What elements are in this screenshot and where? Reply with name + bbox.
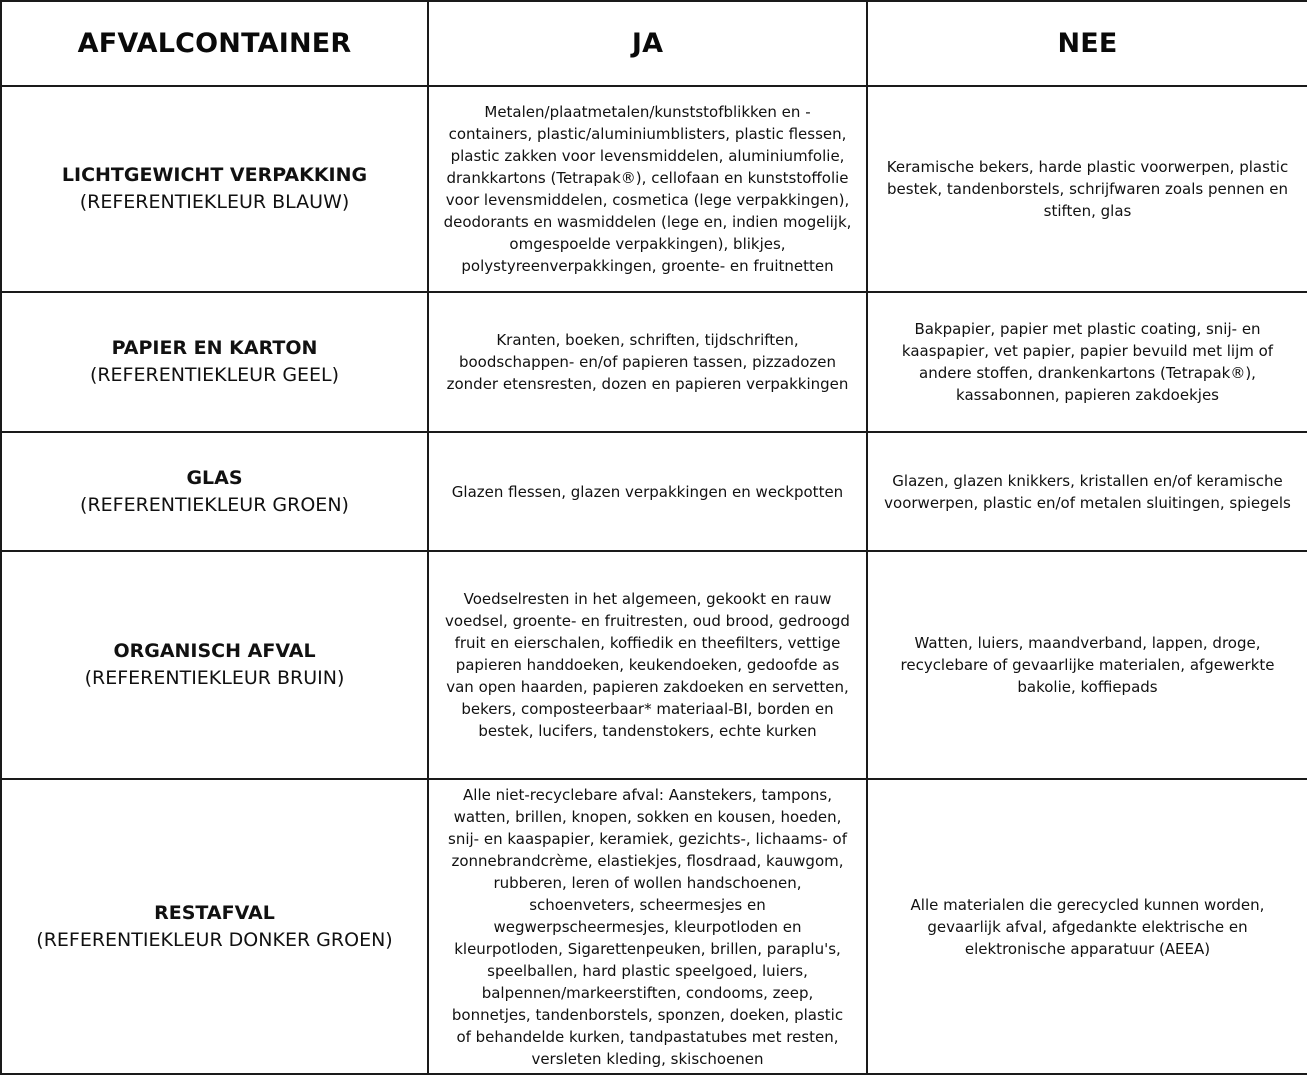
no-cell: Keramische bekers, harde plastic voorwerpen, plastic bestek, tandenborstels, schrijfwaren zoals pennen en stiften, glas [867, 86, 1307, 292]
category-cell [1, 779, 428, 1074]
no-cell: Watten, luiers, maandverband, lappen, droge, recyclebare of gevaarlijke materialen, afgewerkte bakolie, koffiepads [867, 551, 1307, 779]
category-reference-color: (REFERENTIEKLEUR BLAUW) [79, 191, 350, 213]
category-cell [1, 432, 428, 551]
header-no: NEE [867, 1, 1307, 86]
yes-cell: Alle niet-recyclebare afval: Aanstekers, tampons, watten, brillen, knopen, sokken en kousen, hoeden, snij- en kaaspapier, keramiek, gezichts-, lichaams- of zonnebrandcrème, elastiekjes, flosdraad, kauwgom, rubberen, leren of wollen handschoenen, schoenveters, scheermesjes en wegwerpscheermesjes, kleurpotloden en kleurpotloden, Sigarettenpeuken, brillen, paraplu's, speelballen, hard plastic speelgoed, luiers, balpennen/markeerstiften, condooms, zeep, bonnetjes, tandenborstels, sponzen, doeken, plastic of behandelde kurken, tandpastatubes met resten, versleten kleding, skischoenen [428, 779, 867, 1074]
table-header-row [1, 1, 1307, 86]
no-cell: Bakpapier, papier met plastic coating, snij- en kaaspapier, vet papier, papier bevuild met lijm of andere stoffen, drankenkartons (Tetrapak®), kassabonnen, papieren zakdoekjes [867, 292, 1307, 432]
header-yes: JA [428, 1, 867, 86]
no-cell: Alle materialen die gerecycled kunnen worden, gevaarlijk afval, afgedankte elektrische en elektronische apparatuur (AEEA) [867, 779, 1307, 1074]
yes-cell: Voedselresten in het algemeen, gekookt en rauw voedsel, groente- en fruitresten, oud brood, gedroogd fruit en eierschalen, koffiedik en theefilters, vettige papieren handdoeken, keukendoeken, gedoofde as van open haarden, papieren zakdoeken en servetten, bekers, composteerbaar* materiaal-BI, borden en bestek, lucifers, tandenstokers, echte kurken [428, 551, 867, 779]
yes-cell: Kranten, boeken, schriften, tijdschriften, boodschappen- en/of papieren tassen, pizzadozen zonder etensresten, dozen en papieren verpakkingen [428, 292, 867, 432]
table-row [1, 551, 1307, 779]
category-cell [1, 86, 428, 292]
category-cell [1, 292, 428, 432]
category-name: GLAS [186, 466, 243, 489]
yes-cell: Glazen flessen, glazen verpakkingen en weckpotten [428, 432, 867, 551]
table-row [1, 86, 1307, 292]
table-row [1, 432, 1307, 551]
category-reference-color: (REFERENTIEKLEUR BRUIN) [84, 667, 345, 689]
table-row [1, 292, 1307, 432]
yes-cell: Metalen/plaatmetalen/kunststofblikken en -containers, plastic/aluminiumblisters, plastic flessen, plastic zakken voor levensmiddelen, aluminiumfolie, drankkartons (Tetrapak®), cellofaan en kunststoffolie voor levensmiddelen, cosmetica (lege verpakkingen), deodorants en wasmiddelen (lege en, indien mogelijk, omgespoelde verpakkingen), blikjes, polystyreenverpakkingen, groente- en fruitnetten [428, 86, 867, 292]
category-reference-color: (REFERENTIEKLEUR DONKER GROEN) [36, 928, 393, 951]
category-cell [1, 551, 428, 779]
category-name: PAPIER EN KARTON [111, 337, 318, 359]
category-name: ORGANISCH AFVAL [113, 640, 316, 662]
header-category: AFVALCONTAINER [1, 1, 428, 86]
category-name: LICHTGEWICHT VERPAKKING [61, 164, 368, 186]
category-name: RESTAFVAL [154, 901, 275, 924]
no-cell: Glazen, glazen knikkers, kristallen en/of keramische voorwerpen, plastic en/of metalen sluitingen, spiegels [867, 432, 1307, 551]
category-reference-color: (REFERENTIEKLEUR GEEL) [89, 364, 340, 386]
category-reference-color: (REFERENTIEKLEUR GROEN) [80, 493, 349, 516]
table-row [1, 779, 1307, 1074]
